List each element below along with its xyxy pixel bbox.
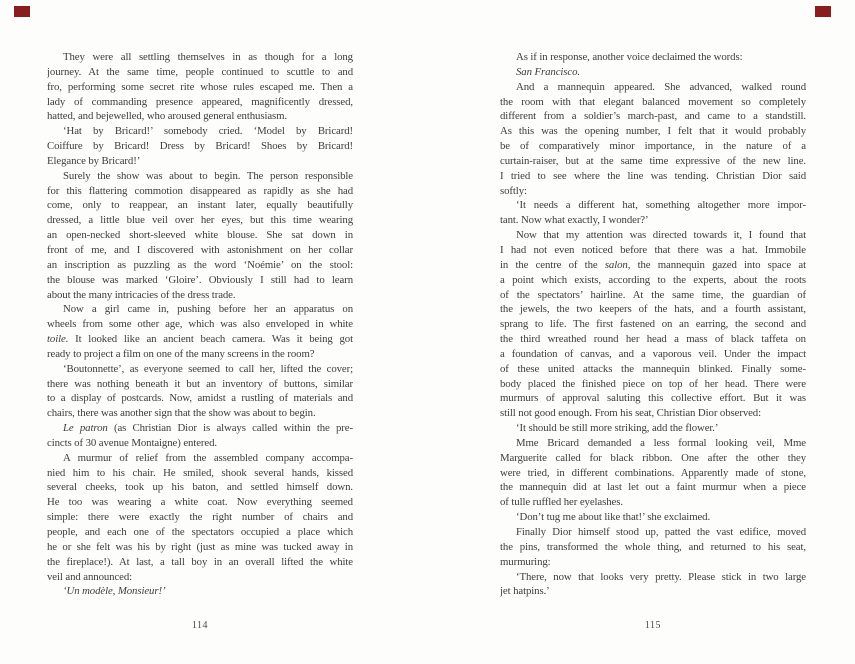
text-line: dressed, a little blue veil over her eyes, but this time wearing: [47, 214, 353, 227]
italic-text-run: ‘Un modèle, Monsieur!’: [63, 585, 166, 598]
text-line: And a mannequin appeared. She advanced, walked round: [516, 80, 806, 93]
text-line: He too was wearing a white coat. Now everything seemed: [47, 496, 353, 509]
text-line: several cheeks, took up his baton, and settled himself down.: [47, 481, 353, 494]
text-line: jet hatpins.’: [500, 585, 550, 598]
text-line: the third wreathed round her head a mass of black taffeta on: [500, 333, 806, 346]
text-line: tant. Now what exactly, I wonder?’: [500, 214, 649, 227]
text-line: Now that my attention was directed towards it, I found that: [516, 229, 806, 242]
text-line: ‘Don’t tug me about like that!’ she exclaimed.: [516, 511, 711, 524]
text-line: Coiffure by Bricard! Dress by Bricard! Shoes by Bricard!: [47, 140, 353, 153]
text-line: still not good enough. From his seat, Christian Dior observed:: [500, 407, 762, 420]
italic-text-run: Le patron: [63, 422, 108, 435]
text-line: fro, performing some secret rite whose rules escaped me. Then a: [47, 80, 353, 93]
text-line: there was nothing beneath it but an inventory of buttons, similar: [47, 377, 353, 390]
text-run: It looked like an ancient beach camera. Was it being got: [68, 333, 353, 346]
text-line: front of me, and I discovered with astonishment on her collar: [47, 243, 353, 256]
text-line: for this flattering commotion disappeared as rapidly as she had: [47, 184, 353, 197]
text-line: of the spectators’ hairline. At the same time, the guardian of: [500, 288, 806, 301]
text-line: lady of commanding presence appeared, magnificently dressed,: [47, 95, 353, 108]
text-line: [500, 258, 806, 273]
text-line: curtain-raiser, but at the same time expressive of the new line.: [500, 154, 806, 167]
text-line: the fireplace!). At last, a tall boy in an overall lifted the white: [47, 555, 353, 568]
page-right: [500, 50, 806, 650]
text-line: the jewels, the two keepers of the hats, and a fourth assistant,: [500, 303, 806, 316]
text-line: nied him to his chair. He smiled, shook several hands, kissed: [47, 466, 353, 479]
text-line: journey. At the same time, people continued to scuttle to and: [47, 65, 353, 78]
text-line: Now a girl came in, pushing before her an apparatus on: [63, 303, 353, 316]
text-line: body placed the finished piece on top of her head. There were: [500, 377, 806, 390]
text-line: the pins, transformed the whole thing, and returned to his seat,: [500, 540, 806, 553]
text-line: to a display of postcards. Now, amidst a rustling of materials and: [47, 392, 353, 405]
text-line: cincts of 30 avenue Montaigne) entered.: [47, 436, 217, 449]
text-line: different from a soldier’s march-past, and came to a standstill.: [500, 110, 806, 123]
text-line: veil and announced:: [47, 570, 133, 583]
text-line: about the many intricacies of the dress trade.: [47, 288, 236, 301]
text-line: Elegance by Bricard!’: [47, 154, 141, 167]
text-line: [47, 584, 353, 599]
page-right-text: [500, 50, 806, 599]
text-line: Finally Dior himself stood up, patted the vast edifice, moved: [516, 526, 806, 538]
text-line: he or she felt was his by right (just as mine was tucked away in: [47, 540, 353, 553]
text-line: Surely the show was about to begin. The person responsible: [63, 169, 353, 182]
text-line: people, and each one of the spectators occupied a place which: [47, 526, 353, 538]
page-number-right: 115: [644, 620, 662, 631]
text-line: Marguerite called for black ribbon. One after the other they: [500, 451, 806, 464]
text-line: ready to project a film on one of the many screens in the room?: [47, 347, 315, 360]
text-line: softly:: [500, 184, 527, 197]
text-line: sprang to life. The first fastened on an earring, the second and: [500, 318, 806, 331]
text-line: I had not even noticed before that there was a hat. Immobile: [500, 243, 806, 256]
italic-text-run: San Francisco.: [516, 65, 580, 78]
text-line: chairs, there was another sign that the show was about to begin.: [47, 407, 316, 420]
text-line: ‘It needs a different hat, something altogether more impor-: [516, 199, 806, 212]
text-line: hatted, and bejewelled, who aroused general enthusiasm.: [47, 110, 288, 123]
text-line: ‘There, now that looks very pretty. Please stick in two large: [516, 570, 806, 583]
text-line: an open-necked short-sleeved white blouse. She sat down in: [47, 229, 353, 242]
text-run: , the mannequin gazed into space at: [627, 258, 806, 271]
italic-text-run: salon: [604, 258, 628, 271]
text-line: ‘Hat by Bricard!’ somebody cried. ‘Model by Bricard!: [63, 125, 353, 138]
text-run: in the centre of the: [500, 258, 605, 271]
text-line: A murmur of relief from the assembled company accompa-: [63, 451, 353, 464]
text-line: be of comparatively minor importance, in the nature of a: [500, 140, 806, 153]
text-line: of these united attacks the mannequin blinked. Finally some-: [500, 362, 806, 375]
text-line: Mme Bricard demanded a less formal looking veil, Mme: [516, 436, 806, 449]
text-line: They were all settling themselves in as though for a long: [63, 51, 353, 63]
text-line: murmurs of approval saluting this collective effort. But it was: [500, 392, 806, 405]
text-line: the room with that elegant balanced movement so completely: [500, 95, 806, 108]
text-line: a foundation of canvas, and a vaporous veil. Under the impact: [500, 347, 806, 360]
text-line: ‘Boutonnette’, as everyone seemed to call her, lifted the cover;: [63, 362, 353, 375]
corner-mark-left: [14, 6, 30, 17]
text-line: [47, 332, 353, 347]
text-line: of tulle ruffled her eyelashes.: [500, 496, 623, 509]
page-number-left: 114: [191, 620, 209, 631]
text-line: As if in response, another voice declaimed the words:: [516, 51, 743, 63]
text-line: come, only to reappear, an instant later, equally beautifully: [47, 199, 353, 212]
text-line: the blouse was marked ‘Gloire’. Obviously I still had to learn: [47, 273, 353, 286]
text-line: [47, 421, 353, 436]
text-line: a point which exists, according to the experts, about the roots: [500, 273, 806, 286]
text-line: simple: there were exactly the right number of chairs and: [47, 511, 353, 524]
text-line: an inscription as puzzling as the word ‘Noémie’ on the stool:: [47, 258, 353, 271]
text-line: wheels from some other age, which was also enveloped in white: [47, 318, 353, 331]
corner-mark-right: [815, 6, 831, 17]
text-line: were tried, in different combinations. Apparently made of stone,: [500, 466, 806, 479]
italic-text-run: toile.: [47, 333, 69, 346]
text-line: As this was the opening number, I felt that it would probably: [500, 125, 806, 138]
page-left-text: [47, 50, 353, 599]
text-line: murmuring:: [500, 555, 551, 568]
text-line: I tried to see where the line was tending. Christian Dior said: [500, 169, 806, 182]
text-run: (as Christian Dior is always called within the pre-: [107, 422, 353, 435]
text-line: the mannequin did at last let out a faint murmur when a piece: [500, 481, 806, 494]
text-line: ‘It should be still more striking, add the flower.’: [516, 422, 719, 435]
page-left: [47, 50, 353, 650]
text-line: [500, 65, 806, 80]
